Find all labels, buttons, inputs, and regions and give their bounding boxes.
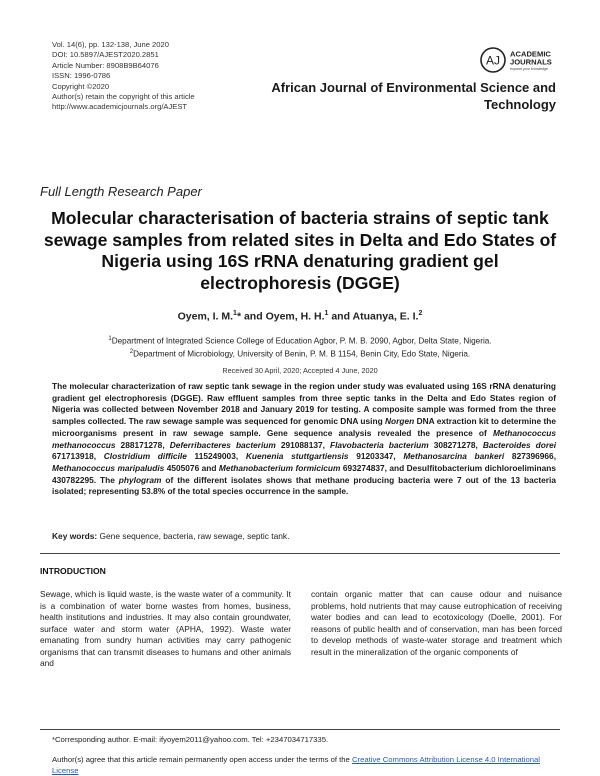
abstract-text: of the different isolates shows that methane producing bacteria were 7 out of the 13 bacteria isolated; representing 53.8% of the total species occurrence in the sample. — [52, 474, 556, 497]
abstract-text: The molecular characterization of raw septic tank sewage in the region under study was evaluated using 16S rRNA denaturing gradient gel electrophoresis (DGGE). Raw effluent samples from three septic tanks in the Delta and Edo States region of Nigeria was collected between November 2018 and January 2019 for testing. A composite sample was formed from the three samples collected. The raw sewage sample was sequenced for genomic DNA using — [52, 381, 556, 427]
author-separator: and — [241, 310, 266, 323]
author-separator: and — [328, 310, 353, 323]
introduction-left-column: Sewage, which is liquid waste, is the waste water of a community. It is a combination of water borne wastes from homes, business, health institutions and industries. It may also contain groundwater, surface water and storm water (APHA, 1992). Waste water emanating from sundry human activities may carry pathogenic organisms that can transmit diseases to humans and other animals and — [40, 589, 291, 669]
accession-number: 91203347, — [348, 451, 404, 462]
affiliation-line — [40, 347, 560, 360]
journal-name — [256, 79, 556, 113]
license-notice — [52, 754, 560, 776]
author-affiliation-mark: 1 — [324, 310, 329, 317]
abstract — [52, 381, 556, 498]
paper-title: Molecular characterisation of bacteria strains of septic tank sewage samples from related sites in Delta and Edo States of Nigeria using 16S rRNA denaturing gradient gel electrophoresis (DGGE) — [43, 208, 557, 293]
species-name: Bacteroides dorei — [482, 439, 557, 450]
accession-number: 288171278, — [115, 439, 170, 450]
corresponding-mark: * — [236, 310, 242, 323]
author-list — [40, 310, 560, 323]
species-name: Clostridium difficile — [103, 451, 187, 462]
author-name: Oyem, I. M. — [177, 310, 234, 323]
species-name: Kuenenia stuttgartiensis — [245, 451, 349, 462]
logo-line1: ACADEMIC — [510, 49, 551, 59]
article-number: Article Number: 8908B9B64076 — [52, 60, 159, 70]
keywords-text: Gene sequence, bacteria, raw sewage, septic tank. — [97, 531, 290, 541]
article-metadata — [52, 40, 195, 113]
logo-line2: JOURNALS — [510, 57, 552, 67]
issn: ISSN: 1996-0786 — [52, 71, 111, 81]
volume-info: Vol. 14(6), pp. 132-138, June 2020 — [52, 40, 169, 49]
abstract-term: phylogram — [118, 474, 162, 485]
affiliation-number: 2 — [129, 349, 134, 356]
journal-url[interactable]: http://www.academicjournals.org/AJEST — [52, 102, 188, 112]
corresponding-author: *Corresponding author. E-mail: ifyoyem2011@yahoo.com. Tel: +2347034717335. — [52, 735, 329, 744]
abstract-kit-name: Norgen — [385, 416, 415, 427]
abstract-text: DNA extraction kit to determine the microorganisms present in raw sewage sample. Gene sequence analysis revealed the presence of — [52, 416, 556, 438]
license-text: Author(s) agree that this article remain permanently open access under the terms of the — [52, 755, 352, 764]
copyright: Copyright ©2020 — [52, 81, 110, 91]
author-affiliation-mark: 2 — [418, 310, 423, 317]
author-affiliation-mark: 1 — [233, 310, 237, 317]
accession-number: 291088137, — [275, 439, 330, 450]
accession-number: 4505076 and — [164, 462, 219, 473]
species-name: Deferribacteres bacterium — [169, 439, 276, 450]
journal-name-line2: Technology — [484, 97, 556, 112]
species-name: Methanococcus maripaludis — [52, 462, 165, 473]
affiliation-text: Department of Integrated Science College of Education Agbor, P. M. B. 2090, Agbor, Delta State, Nigeria. — [111, 336, 492, 346]
species-name: Flavobacteria bacterium — [329, 439, 429, 450]
accession-number: 671713918, — [52, 451, 104, 462]
license-link[interactable]: Creative Commons Attribution License 4.0 International License — [52, 755, 540, 775]
logo-initials: AJ — [485, 53, 501, 68]
author-name: Oyem, H. H. — [265, 310, 325, 323]
academic-journals-logo — [480, 45, 580, 75]
paper-type: Full Length Research Paper — [40, 184, 202, 199]
affiliations — [40, 334, 560, 360]
keywords-label: Key words: — [52, 531, 98, 541]
accession-number: 115249003, — [186, 451, 246, 462]
accession-number: 693274837, and — [340, 462, 407, 473]
species-name: Desulfitobacterium dichloroeliminans — [406, 462, 556, 473]
keywords — [52, 531, 289, 541]
introduction-right-column: contain organic matter that can cause odour and nuisance problems, hold nutrients that may cause eutrophication of receiving water bodies and can lead to ecotoxicology (Doelle, 2001). For reasons of public health and of conservation, man has been forced to develop methods of waste-water storage and treatment which result in the mineralization of the organic components of — [311, 589, 562, 657]
introduction-heading: INTRODUCTION — [40, 566, 106, 576]
species-name: Methanosarcina bankeri — [403, 451, 505, 462]
rights-notice: Author(s) retain the copyright of this article — [52, 92, 195, 102]
accession-number: 308271278, — [428, 439, 483, 450]
species-name: Methanococcus methanococcus — [52, 427, 556, 450]
author-name: Atuanya, E. I. — [352, 310, 419, 323]
affiliation-text: Department of Microbiology, University of Benin, P. M. B 1154, Benin City, Edo State, Nigeria. — [133, 349, 471, 359]
species-name: Methanobacterium formicicum — [218, 462, 341, 473]
accession-number: 827396966, — [504, 451, 557, 462]
received-accepted-dates: Received 30 April, 2020; Accepted 4 June, 2020 — [222, 366, 378, 375]
footnote-divider — [40, 729, 560, 730]
doi: DOI: 10.5897/AJEST2020.2851 — [52, 50, 159, 60]
logo-tagline: expand your knowledge — [510, 67, 548, 71]
affiliation-number: 1 — [108, 336, 112, 342]
affiliation-line — [40, 334, 560, 347]
accession-number: 430782295. The — [52, 474, 119, 485]
section-divider — [40, 553, 560, 554]
journal-name-line1: African Journal of Environmental Science and — [271, 80, 556, 95]
